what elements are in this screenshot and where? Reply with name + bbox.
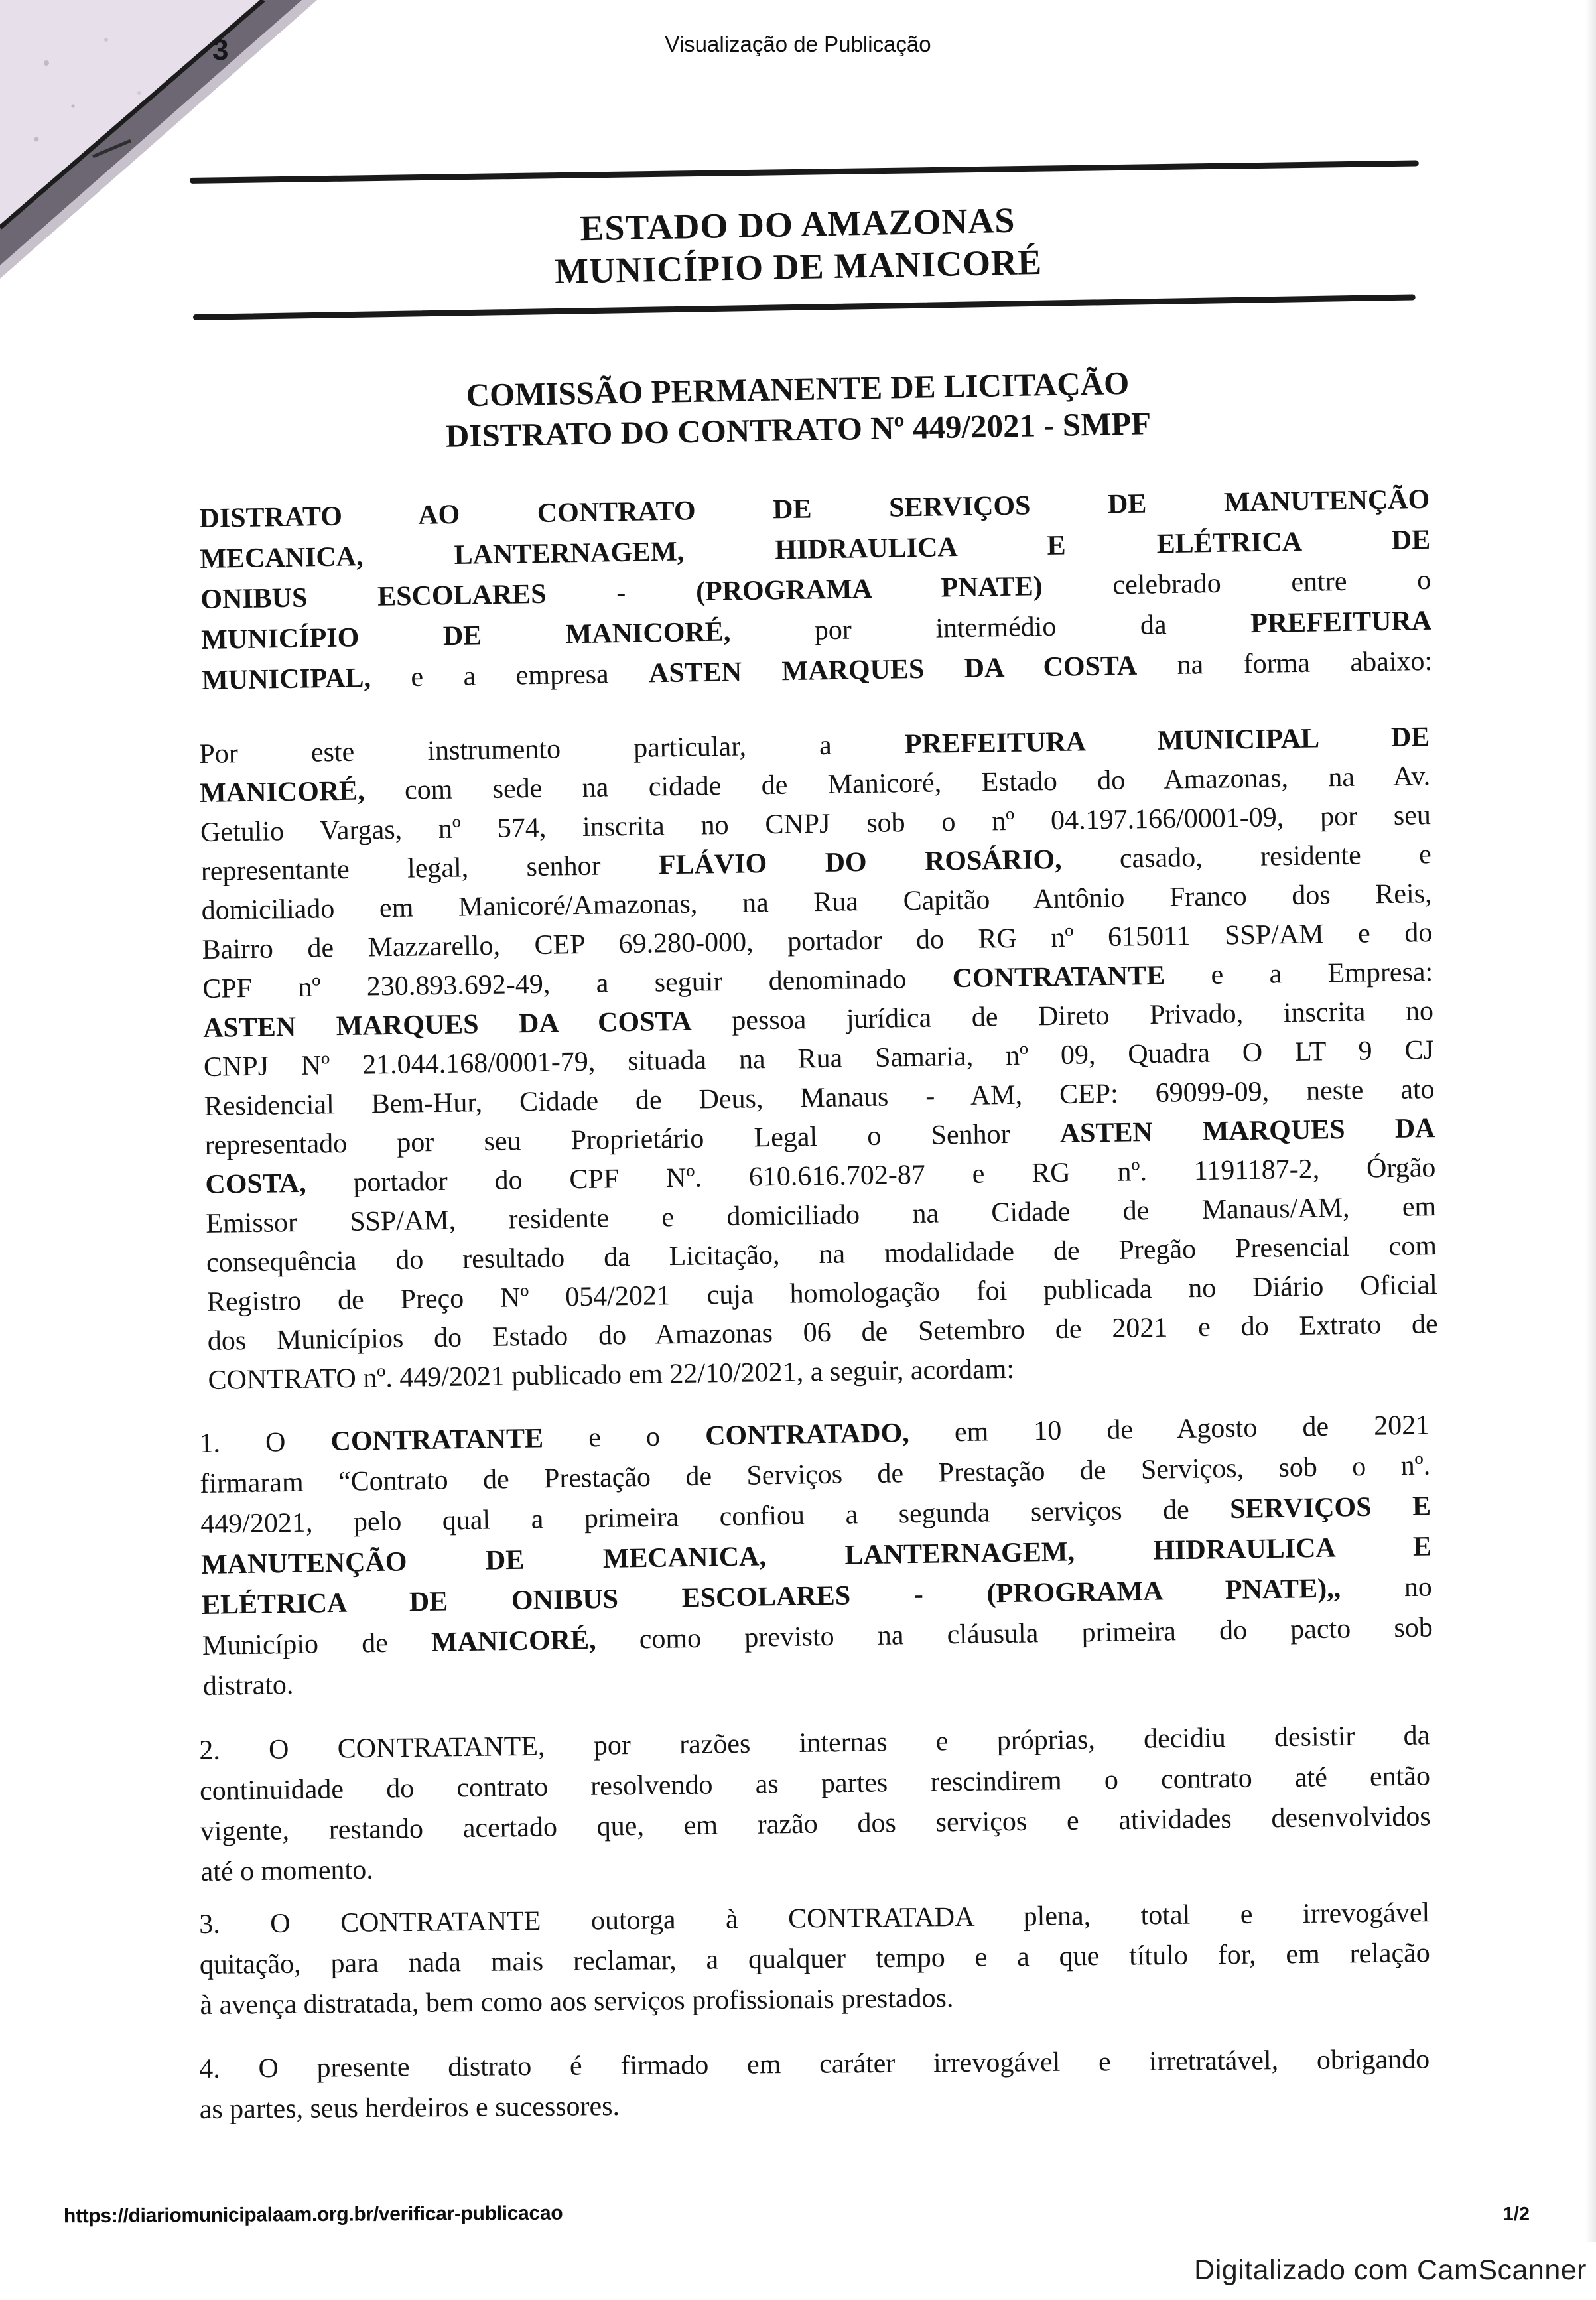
text-run: à avença distratada, bem como aos serviços profissionais prestados. [200,1983,954,2021]
document-title [0,354,1596,464]
bold-text-run: MANICORÉ, [199,776,366,809]
page-number-indicator: 1/2 [1502,2204,1530,2225]
text-run: 3. O CONTRATANTE outorga à CONTRATADA plena, total e irrevogável [199,1897,1430,1940]
bold-text-run: ONIBUS ESCOLARES - (PROGRAMA PNATE) [200,571,1043,615]
commission-title-line: COMISSÃO PERMANENTE DE LICITAÇÃO [466,364,1130,414]
bold-text-run: PREFEITURA MUNICIPAL DE [904,722,1430,760]
letterhead-municipality-line: MUNICÍPIO DE MANICORÉ [554,241,1043,292]
text-run: Município de [202,1627,432,1661]
parties-paragraph [199,718,1439,1400]
text-run: e a Empresa: [1164,957,1433,991]
text-run: Residencial Bem-Hur, Cidade de Deus, Manaus - AM, CEP: 69099-09, neste ato [204,1074,1435,1122]
camscanner-watermark: Digitalizado com CamScanner [1194,2254,1587,2286]
bold-text-run: ASTEN MARQUES DA [1059,1113,1435,1149]
text-run: 2. O CONTRATANTE, por razões internas e próprias, decidiu desistir da [199,1720,1430,1766]
text-run: Getulio Vargas, nº 574, inscrita no CNPJ sob o nº 04.197.166/0001-09, por seu [200,800,1431,848]
text-run: consequência do resultado da Licitação, na modalidade de Pregão Presencial com [206,1231,1437,1278]
clause-4-paragraph [199,2039,1430,2130]
bold-text-run: MECANICA, LANTERNAGEM, HIDRAULICA E ELÉTRICA DE [200,524,1431,575]
bold-text-run: CONTRATANTE [330,1423,544,1457]
text-run: Bairro de Mazzarello, CEP 69.280-000, portador do RG nº 615011 SSP/AM e do [202,917,1433,965]
text-run: e o [543,1420,706,1454]
text-run: CONTRATO nº. 449/2021 publicado em 22/10/2021, a seguir, acordam: [208,1353,1015,1396]
clause-1-paragraph [199,1405,1433,1706]
bold-text-run: ELÉTRICA DE ONIBUS ESCOLARES - (PROGRAMA PNATE),, [201,1573,1341,1621]
bold-text-run: CONTRATADO, [704,1418,910,1452]
text-run: domiciliado em Manicoré/Amazonas, na Rua Capitão Antônio Franco dos Reis, [201,878,1432,926]
corner-page-digit: 3 [212,34,229,66]
bold-text-run: MANUTENÇÃO DE MECANICA, LANTERNAGEM, HIDRAULICA E [200,1531,1432,1580]
text-run: representante legal, senhor [200,850,659,887]
text-run: 449/2021, pelo qual a primeira confiou a segunda serviços de [200,1493,1230,1540]
clause-2-paragraph [199,1716,1431,1893]
contract-number-line: DISTRATO DO CONTRATO Nº 449/2021 - SMPF [445,405,1152,454]
bold-text-run: FLÁVIO DO ROSÁRIO, [658,844,1062,881]
text-run: como previsto na cláusula primeira do pacto sob [596,1612,1433,1656]
text-run: continuidade do contrato resolvendo as partes rescindirem o contrato até então [199,1761,1431,1806]
text-run: por intermédio da [730,608,1251,647]
bold-text-run: MANICORÉ, [431,1625,596,1658]
scan-right-edge-shadow [1585,0,1596,2242]
text-run: e a empresa [370,658,649,693]
text-run: representado por seu Proprietário Legal o Senhor [204,1118,1061,1161]
text-run: firmaram “Contrato de Prestação de Serviços de Prestação de Serviços, sob o nº. [200,1450,1431,1499]
bold-text-run: PREFEITURA [1250,605,1432,640]
clause-3-paragraph [199,1893,1431,2026]
text-run: Por este instrumento particular, a [199,729,905,770]
letterhead-rule-bottom [193,294,1416,320]
text-run: com sede na cidade de Manicoré, Estado do Amazonas, na Av. [364,761,1431,807]
publication-preview-label: Visualização de Publicação [665,32,931,56]
text-run: distrato. [202,1669,294,1702]
verification-url: https://diariomunicipalaam.org.br/verificar-publicacao [63,2202,563,2228]
text-run: vigente, restando acertado que, em razão dos serviços e atividades desenvolvidos [200,1801,1431,1847]
preamble-paragraph [199,480,1433,701]
text-run: quitação, para nada mais reclamar, a qualquer tempo e a que título for, em relação [199,1938,1431,1980]
text-run: até o momento. [200,1854,373,1887]
bold-text-run: SERVIÇOS E [1229,1491,1431,1524]
text-run: celebrado entre o [1042,565,1431,602]
text-run: em 10 de Agosto de 2021 [909,1410,1430,1449]
bold-text-run: COSTA, [205,1168,306,1200]
text-run: CNPJ Nº 21.044.168/0001-79, situada na Rua Samaria, nº 09, Quadra O LT 9 CJ [203,1035,1435,1083]
bold-text-run: MUNICIPAL, [201,662,371,696]
text-run: 1. O [199,1426,331,1459]
text-run: portador do CPF Nº. 610.616.702-87 e RG nº. 1191187-2, Órgão [306,1152,1436,1199]
bold-text-run: ASTEN MARQUES DA COSTA [202,1006,692,1044]
letterhead-state-line: ESTADO DO AMAZONAS [579,200,1016,249]
text-run: na forma abaixo: [1136,645,1433,681]
text-run: no [1340,1572,1433,1604]
bold-text-run: ASTEN MARQUES DA COSTA [648,650,1138,689]
text-run: dos Municípios do Estado do Amazonas 06 de Setembro de 2021 e do Extrato de [207,1309,1438,1357]
text-run: as partes, seus herdeiros e sucessores. [199,2091,620,2125]
bold-text-run: CONTRATANTE [952,960,1165,994]
text-run: Registro de Preço Nº 054/2021 cuja homologação foi publicada no Diário Oficial [206,1270,1438,1318]
bold-text-run: DISTRATO AO CONTRATO DE SERVIÇOS DE MANUTENÇÃO [199,484,1430,534]
letterhead-rule-top [190,160,1419,184]
text-run: 4. O presente distrato é firmado em caráter irrevogável e irretratável, obrigando [199,2044,1430,2084]
text-run: CPF nº 230.893.692-49, a seguir denominado [202,963,953,1004]
bold-text-run: MUNICÍPIO DE MANICORÉ, [200,616,731,655]
text-run: Emissor SSP/AM, residente e domiciliado na Cidade de Manaus/AM, em [205,1191,1437,1239]
text-run: casado, residente e [1061,839,1432,875]
text-run: pessoa jurídica de Direto Privado, inscrita no [691,996,1434,1037]
